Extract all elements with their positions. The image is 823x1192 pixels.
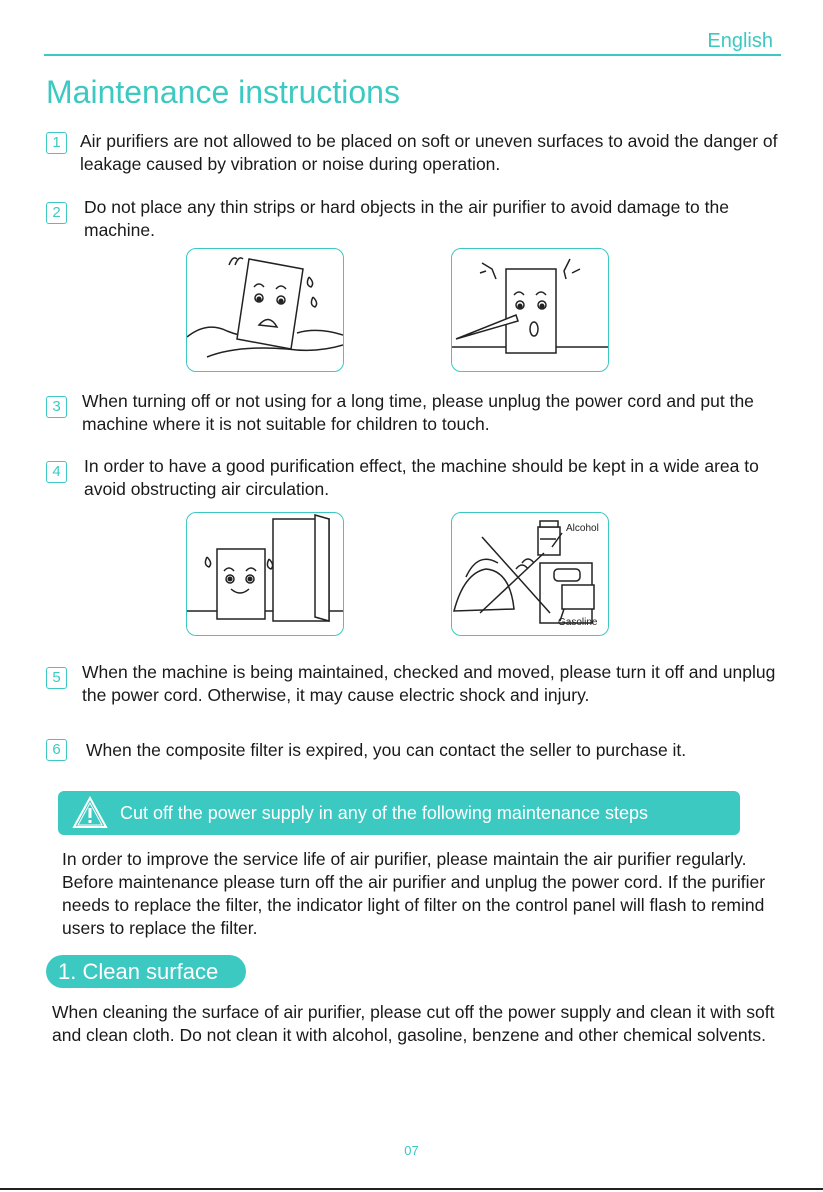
purifier-foreign-object-icon [452, 249, 608, 371]
illustration-soft-surface [186, 248, 344, 372]
page-title: Maintenance instructions [46, 74, 400, 110]
page-number: 07 [404, 1143, 419, 1158]
purifier-on-soft-surface-icon [187, 249, 343, 371]
alcohol-label: Alcohol [566, 523, 599, 534]
warning-triangle-icon [72, 796, 108, 830]
illustration-cramped-space [186, 512, 344, 636]
banner-text: Cut off the power supply in any of the following maintenance steps [120, 802, 648, 823]
purifier-near-door-icon [187, 513, 343, 635]
maintenance-intro: In order to improve the service life of air purifier, please maintain the air purifier regularly. Before maintenance please turn off the air purifier and unplug the power cord. If the purifier needs to replace the filter, the indicator light of filter on the control panel will flash to remind users to replace the filter. [62, 849, 766, 938]
footer-rule [0, 1188, 823, 1190]
item-text: When the machine is being maintained, checked and moved, please turn it off and unplug the power cord. Otherwise, it may cause electric shock and injury. [82, 662, 776, 705]
item-number: 1 [46, 132, 67, 154]
gasoline-label: Gasoline [558, 617, 598, 628]
language-label: English [707, 30, 773, 52]
purifier-chemicals-warning-icon [452, 513, 608, 635]
item-number: 2 [46, 202, 67, 224]
header-rule [44, 54, 781, 56]
item-number: 5 [46, 667, 67, 689]
item-number: 3 [46, 396, 67, 418]
item-text: Do not place any thin strips or hard objects in the air purifier to avoid damage to the machine. [84, 197, 729, 240]
section-heading-clean-surface: 1. Clean surface [46, 955, 246, 988]
clean-surface-text: When cleaning the surface of air purifier, please cut off the power supply and clean it with soft and clean cloth. Do not clean it with alcohol, gasoline, benzene and other chemical solvents. [52, 1002, 775, 1045]
illustration-chemicals [451, 512, 609, 636]
item-text: Air purifiers are not allowed to be placed on soft or uneven surfaces to avoid the danger of leakage caused by vibration or noise during operation. [80, 131, 778, 174]
warning-banner [58, 791, 740, 835]
item-number: 4 [46, 461, 67, 483]
item-text: When the composite filter is expired, you can contact the seller to purchase it. [86, 740, 687, 760]
illustration-object-inserted [451, 248, 609, 372]
item-text: In order to have a good purification effect, the machine should be kept in a wide area to avoid obstructing air circulation. [84, 456, 759, 499]
item-text: When turning off or not using for a long time, please unplug the power cord and put the machine where it is not suitable for children to touch. [82, 391, 754, 434]
item-number: 6 [46, 739, 67, 761]
